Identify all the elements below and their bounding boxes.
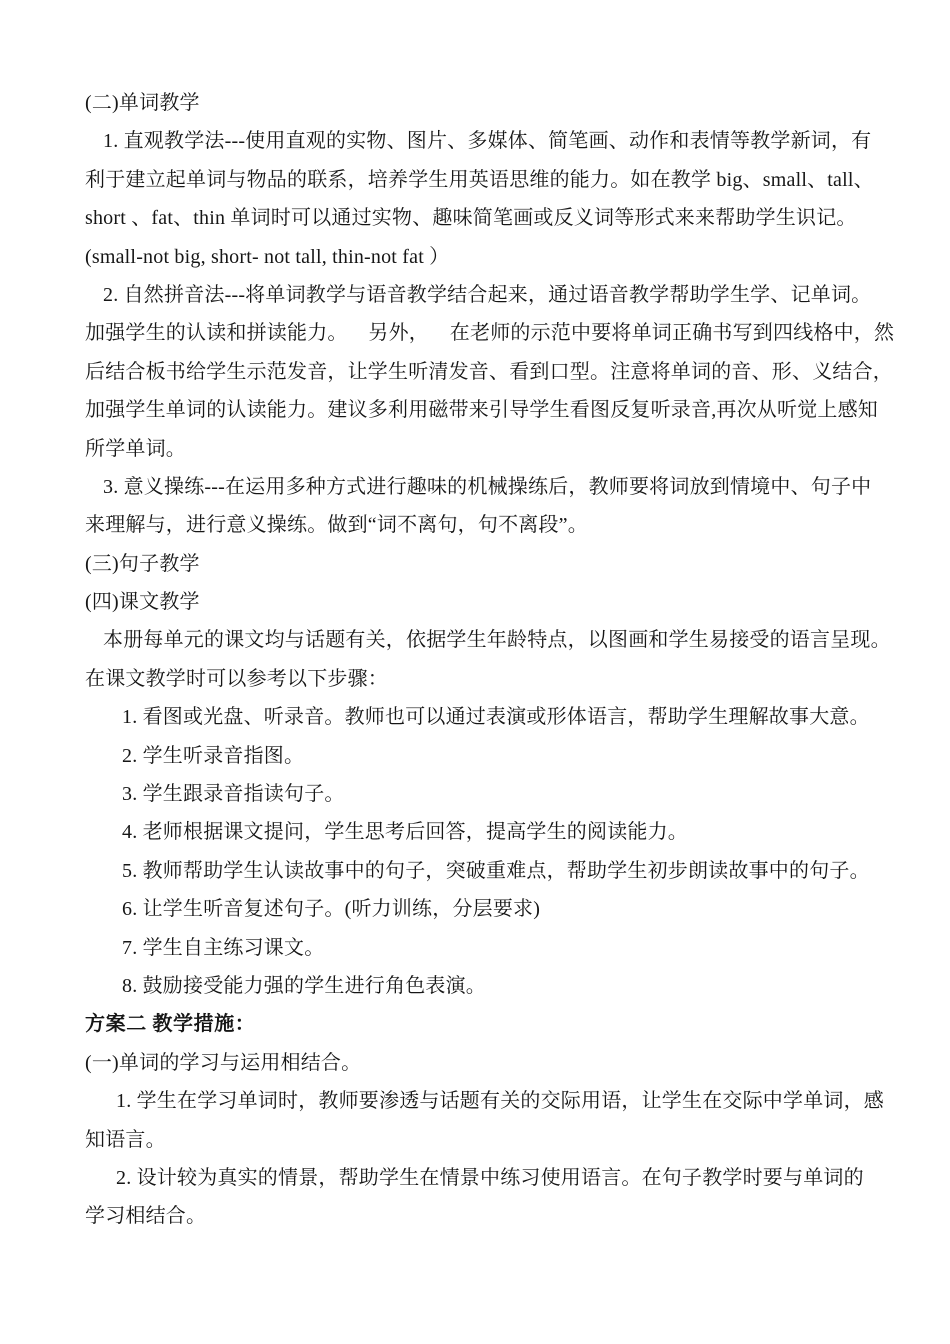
paragraph-line: 后结合板书给学生示范发音，让学生听清发音、看到口型。注意将单词的音、形、义结合， (85, 360, 893, 383)
paragraph-line: 1. 直观教学法---使用直观的实物、图片、多媒体、简笔画、动作和表情等教学新词，有 (103, 130, 872, 153)
paragraph-line: 知语言。 (85, 1128, 166, 1151)
list-item-2: 2. 学生听录音指图。 (122, 744, 305, 767)
paragraph-line: 1. 学生在学习单词时，教师要渗透与话题有关的交际用语，让学生在交际中学单词，感 (116, 1090, 884, 1113)
paragraph-line-english-note: (small-not big, short- not tall, thin-not fat ） (85, 245, 450, 268)
heading-section-two-word-teaching: (二)单词教学 (85, 92, 200, 114)
heading-section-one-word-learning: (一)单词的学习与运用相结合。 (85, 1051, 362, 1074)
paragraph-line: 学习相结合。 (85, 1205, 207, 1228)
heading-plan-two-teaching-measures: 方案二 教学措施： (85, 1013, 256, 1036)
paragraph-line: 利于建立起单词与物品的联系，培养学生用英语思维的能力。如在教学 big、small、tall、 (85, 168, 874, 191)
list-item-5: 5. 教师帮助学生认读故事中的句子，突破重难点，帮助学生初步朗读故事中的句子。 (122, 859, 870, 882)
list-item-8: 8. 鼓励接受能力强的学生进行角色表演。 (122, 974, 486, 997)
list-item-4: 4. 老师根据课文提问，学生思考后回答，提高学生的阅读能力。 (122, 821, 688, 844)
list-item-6: 6. 让学生听音复述句子。(听力训练，分层要求) (122, 898, 541, 921)
list-item-7: 7. 学生自主练习课文。 (122, 936, 325, 959)
paragraph-line: 本册每单元的课文均与话题有关，依据学生年龄特点，以图画和学生易接受的语言呈现。 (103, 629, 891, 652)
paragraph-line: short 、fat、thin 单词时可以通过实物、趣味简笔画或反义词等形式来来帮助学生识记。 (85, 207, 857, 230)
paragraph-line: 加强学生的认读和拼读能力。 另外， 在老师的示范中要将单词正确书写到四线格中，然 (85, 322, 895, 345)
paragraph-line: 3. 意义操练---在运用多种方式进行趣味的机械操练后，教师要将词放到情境中、句子中 (103, 475, 872, 498)
heading-section-four-text-teaching: (四)课文教学 (85, 591, 200, 614)
paragraph-line: 在课文教学时可以参考以下步骤： (85, 667, 388, 690)
heading-section-three-sentence-teaching: (三)句子教学 (85, 552, 200, 575)
paragraph-line: 所学单词。 (85, 437, 186, 460)
list-item-3: 3. 学生跟录音指读句子。 (122, 783, 345, 806)
paragraph-line: 加强学生单词的认读能力。建议多利用磁带来引导学生看图反复听录音,再次从听觉上感知 (85, 399, 878, 422)
paragraph-line: 2. 自然拼音法---将单词教学与语音教学结合起来，通过语音教学帮助学生学、记单词。 (103, 283, 872, 306)
list-item-1: 1. 看图或光盘、听录音。教师也可以通过表演或形体语言，帮助学生理解故事大意。 (122, 706, 870, 729)
paragraph-line: 来理解与，进行意义操练。做到“词不离句，句不离段”。 (85, 514, 588, 537)
paragraph-line: 2. 设计较为真实的情景，帮助学生在情景中练习使用语言。在句子教学时要与单词的 (116, 1166, 864, 1189)
